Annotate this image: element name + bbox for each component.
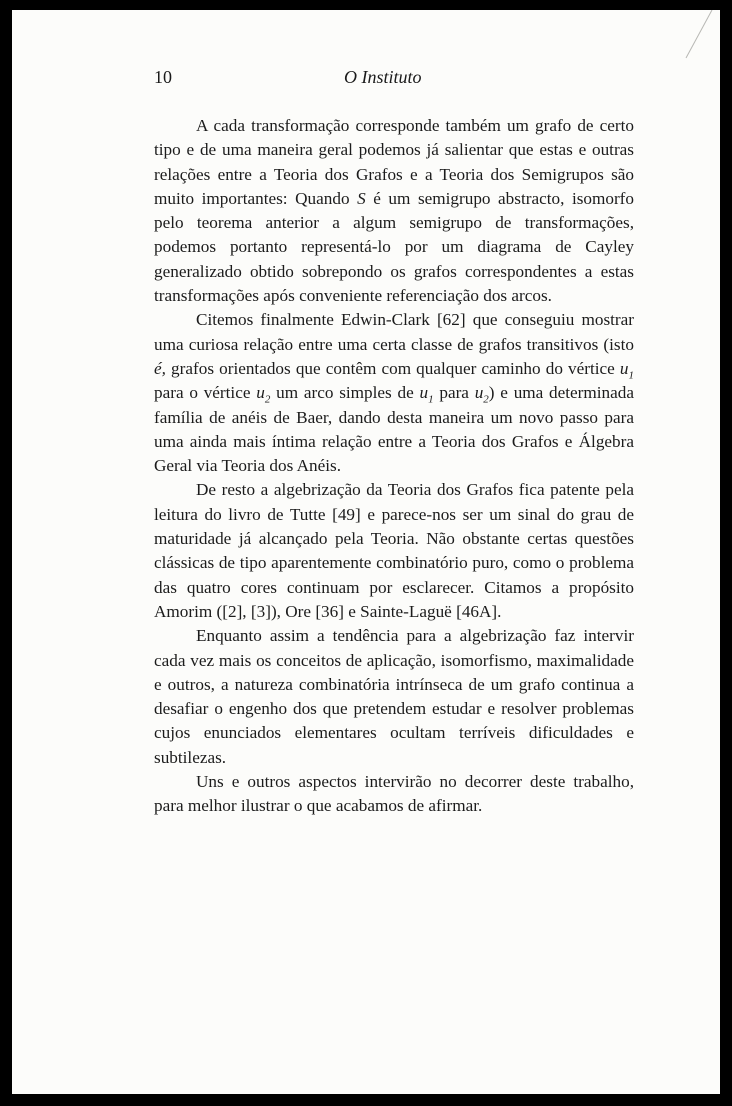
math-var-u1: $u_1$ <box>619 358 634 382</box>
math-var-u1: $u_1$ <box>419 383 434 406</box>
paragraph-4: Enquanto assim a tendência para a algebrização faz intervir cada vez mais os conceitos de aplicação, isomorfismo, maximalidade e outros, a natureza combinatória intrínseca de um grafo continua a desafiar o engenho dos que pretendem estudar e resolver problemas cujos enunciados elementares ocultam terríveis dificuldades e subtilezas. <box>154 626 634 767</box>
running-head: O Instituto <box>344 67 422 87</box>
paragraph-5: Uns e outros aspectos intervirão no decorrer deste trabalho, para melhor ilustrar o que acabamos de afirmar. <box>154 772 634 816</box>
page-header <box>154 67 634 91</box>
math-var-u2: $u_2$ <box>474 383 489 406</box>
page-number: 10 <box>154 67 172 87</box>
body-text <box>154 114 634 819</box>
paragraph-2: Citemos finalmente Edwin-Clark [62] que conseguiu mostrar uma curiosa relação entre uma certa classe de grafos transitivos (isto é, grafos orientados que contêm com qualquer caminho do vértice $u_1$ para o vértice $u_2$ um arco simples de $u_1$ para $u_2$) e uma determinada família de anéis de Baer, dando desta maneira um novo passo para uma ainda mais íntima relação entre a Teoria dos Grafos e Álgebra Geral via Teoria dos Anéis. <box>154 310 634 476</box>
paragraph-3: De resto a algebrização da Teoria dos Grafos fica patente pela leitura do livro de Tutte [49] e parece-nos ser um sinal do grau de maturidade já alcançado pela Teoria. Não obstante certas questões clássicas de tipo aparentemente combinatório puro, como o problema das quatro cores continuam por esclarecer. Citamos a propósito Amorim ([2], [3]), Ore [36] e Sainte-Laguë [46A]. <box>154 480 634 621</box>
math-var-s: S <box>357 188 366 208</box>
paragraph-1: A cada transformação corresponde também um grafo de certo tipo e de uma maneira geral podemos já salientar que estas e outras relações entre a Teoria dos Grafos e a Teoria dos Semigrupos são muito importantes: Quando S é um semigrupo abstracto, isomorfo pelo teorema anterior a algum semigrupo de transformações, podemos portanto representá-lo por um diagrama de Cayley generalizado obtido sobrepondo os grafos correspondentes a estas transformações após conveniente referenciação dos arcos. <box>154 116 635 306</box>
math-var-u2: $u_2$ <box>256 383 271 406</box>
document-page <box>12 10 720 1094</box>
page-crease-mark <box>640 10 720 70</box>
